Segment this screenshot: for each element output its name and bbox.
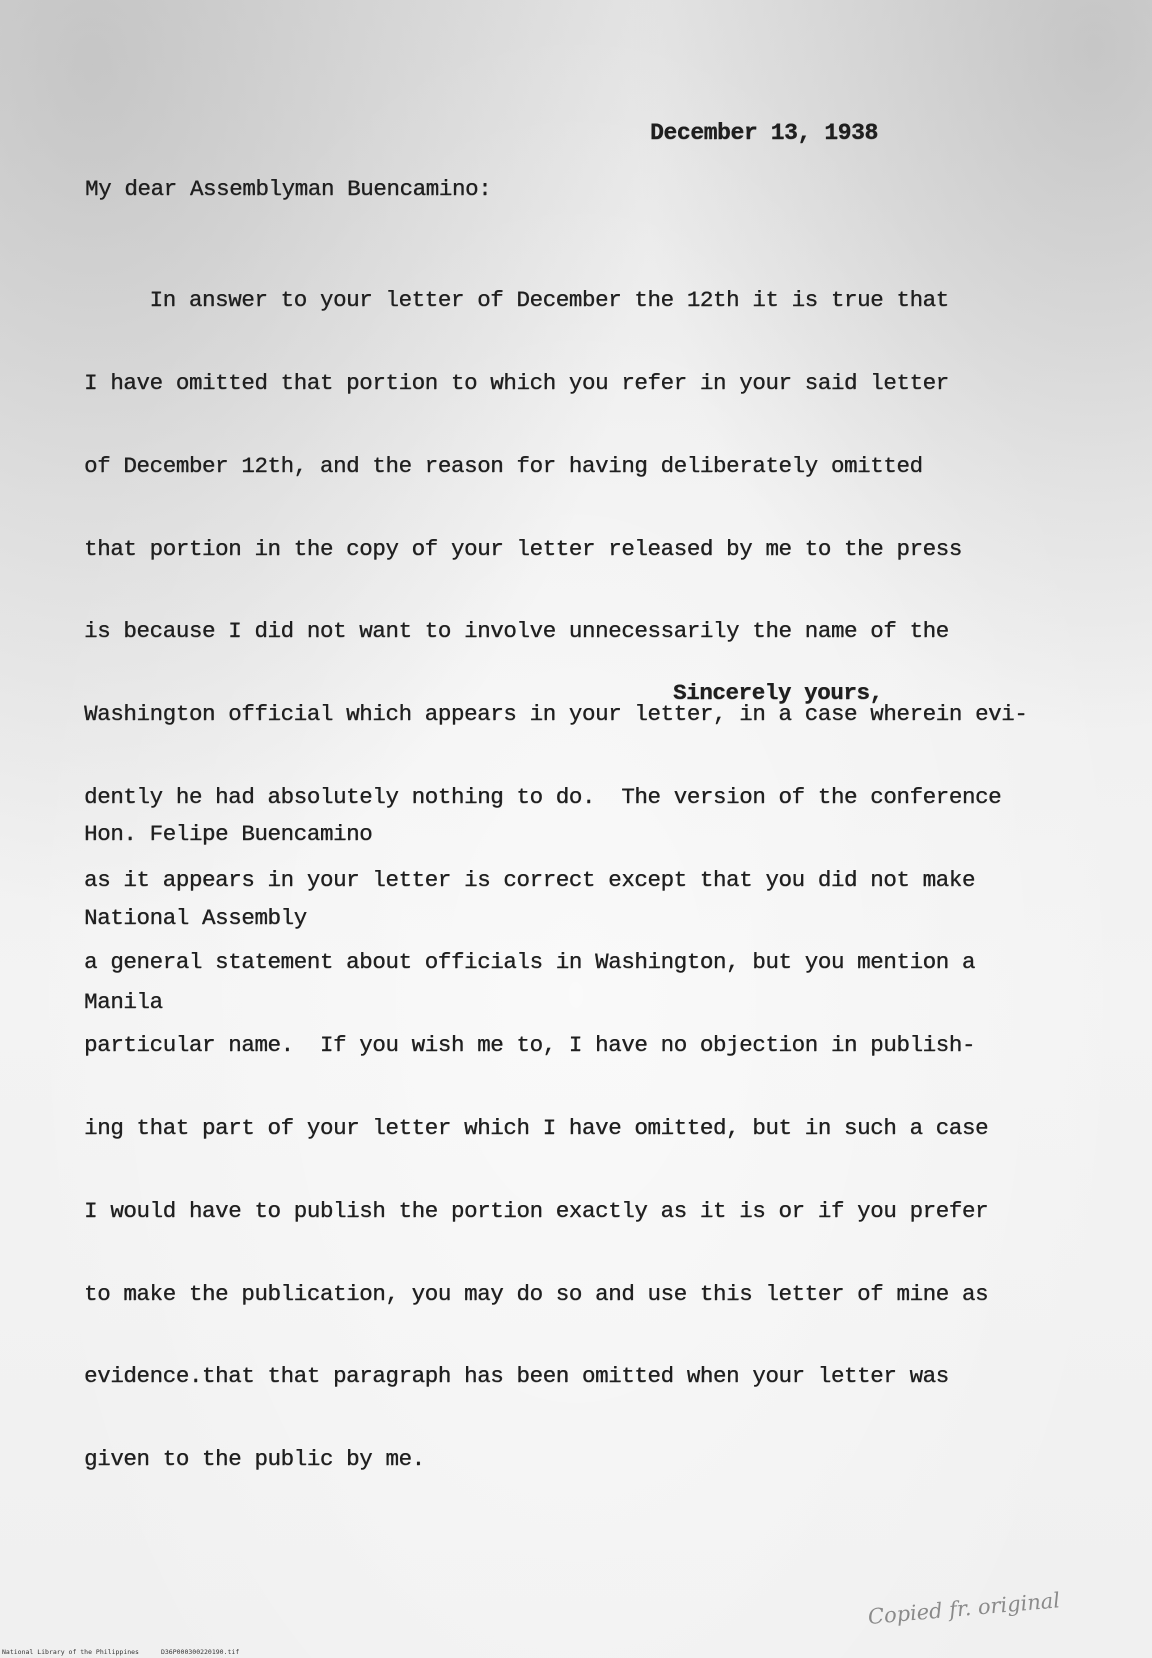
body-line: evidence.that that paragraph has been omitted when your letter was [84,1363,949,1390]
body-line: Washington official which appears in your letter, in a case wherein evi- [84,701,1028,728]
archive-footer [2,1648,239,1656]
body-line: I would have to publish the portion exactly as it is or if you prefer [84,1197,989,1224]
body-line: as it appears in your letter is correct except that you did not make [84,866,975,893]
body-line: that portion in the copy of your letter released by me to the press [84,535,962,562]
body-line: given to the public by me. [84,1446,425,1473]
body-line: ing that part of your letter which I have omitted, but in such a case [84,1115,989,1141]
body-line: dently he had absolutely nothing to do. The version of the conference [84,783,1002,810]
archive-name: National Library of the Philippines [2,1648,139,1656]
body-line: of December 12th, and the reason for having deliberately omitted [84,452,923,479]
closing: Sincerely yours, [673,680,883,706]
file-id: D36P000300220190.tif [160,1648,240,1656]
salutation: My dear Assemblyman Buencamino: [85,176,492,202]
address-line: Hon. Felipe Buencamino [84,821,373,847]
letter-date: December 13, 1938 [650,120,878,146]
address-line: National Assembly [84,905,307,931]
body-line: a general statement about officials in Washington, but you mention a [84,949,975,976]
body-line: I have omitted that portion to which you refer in your said letter [84,369,949,396]
handwritten-note: Copied fr. original [866,1588,1061,1629]
body-line: to make the publication, you may do so and use this letter of mine as [84,1280,989,1307]
address-line: Manila [84,989,163,1015]
body-line: particular name. If you wish me to, I have no objection in publish- [84,1032,975,1059]
recipient-address [84,764,372,1072]
body-line: In answer to your letter of December the 12th it is true that [84,287,949,314]
body-line: is because I did not want to involve unnecessarily the name of the [84,618,949,645]
